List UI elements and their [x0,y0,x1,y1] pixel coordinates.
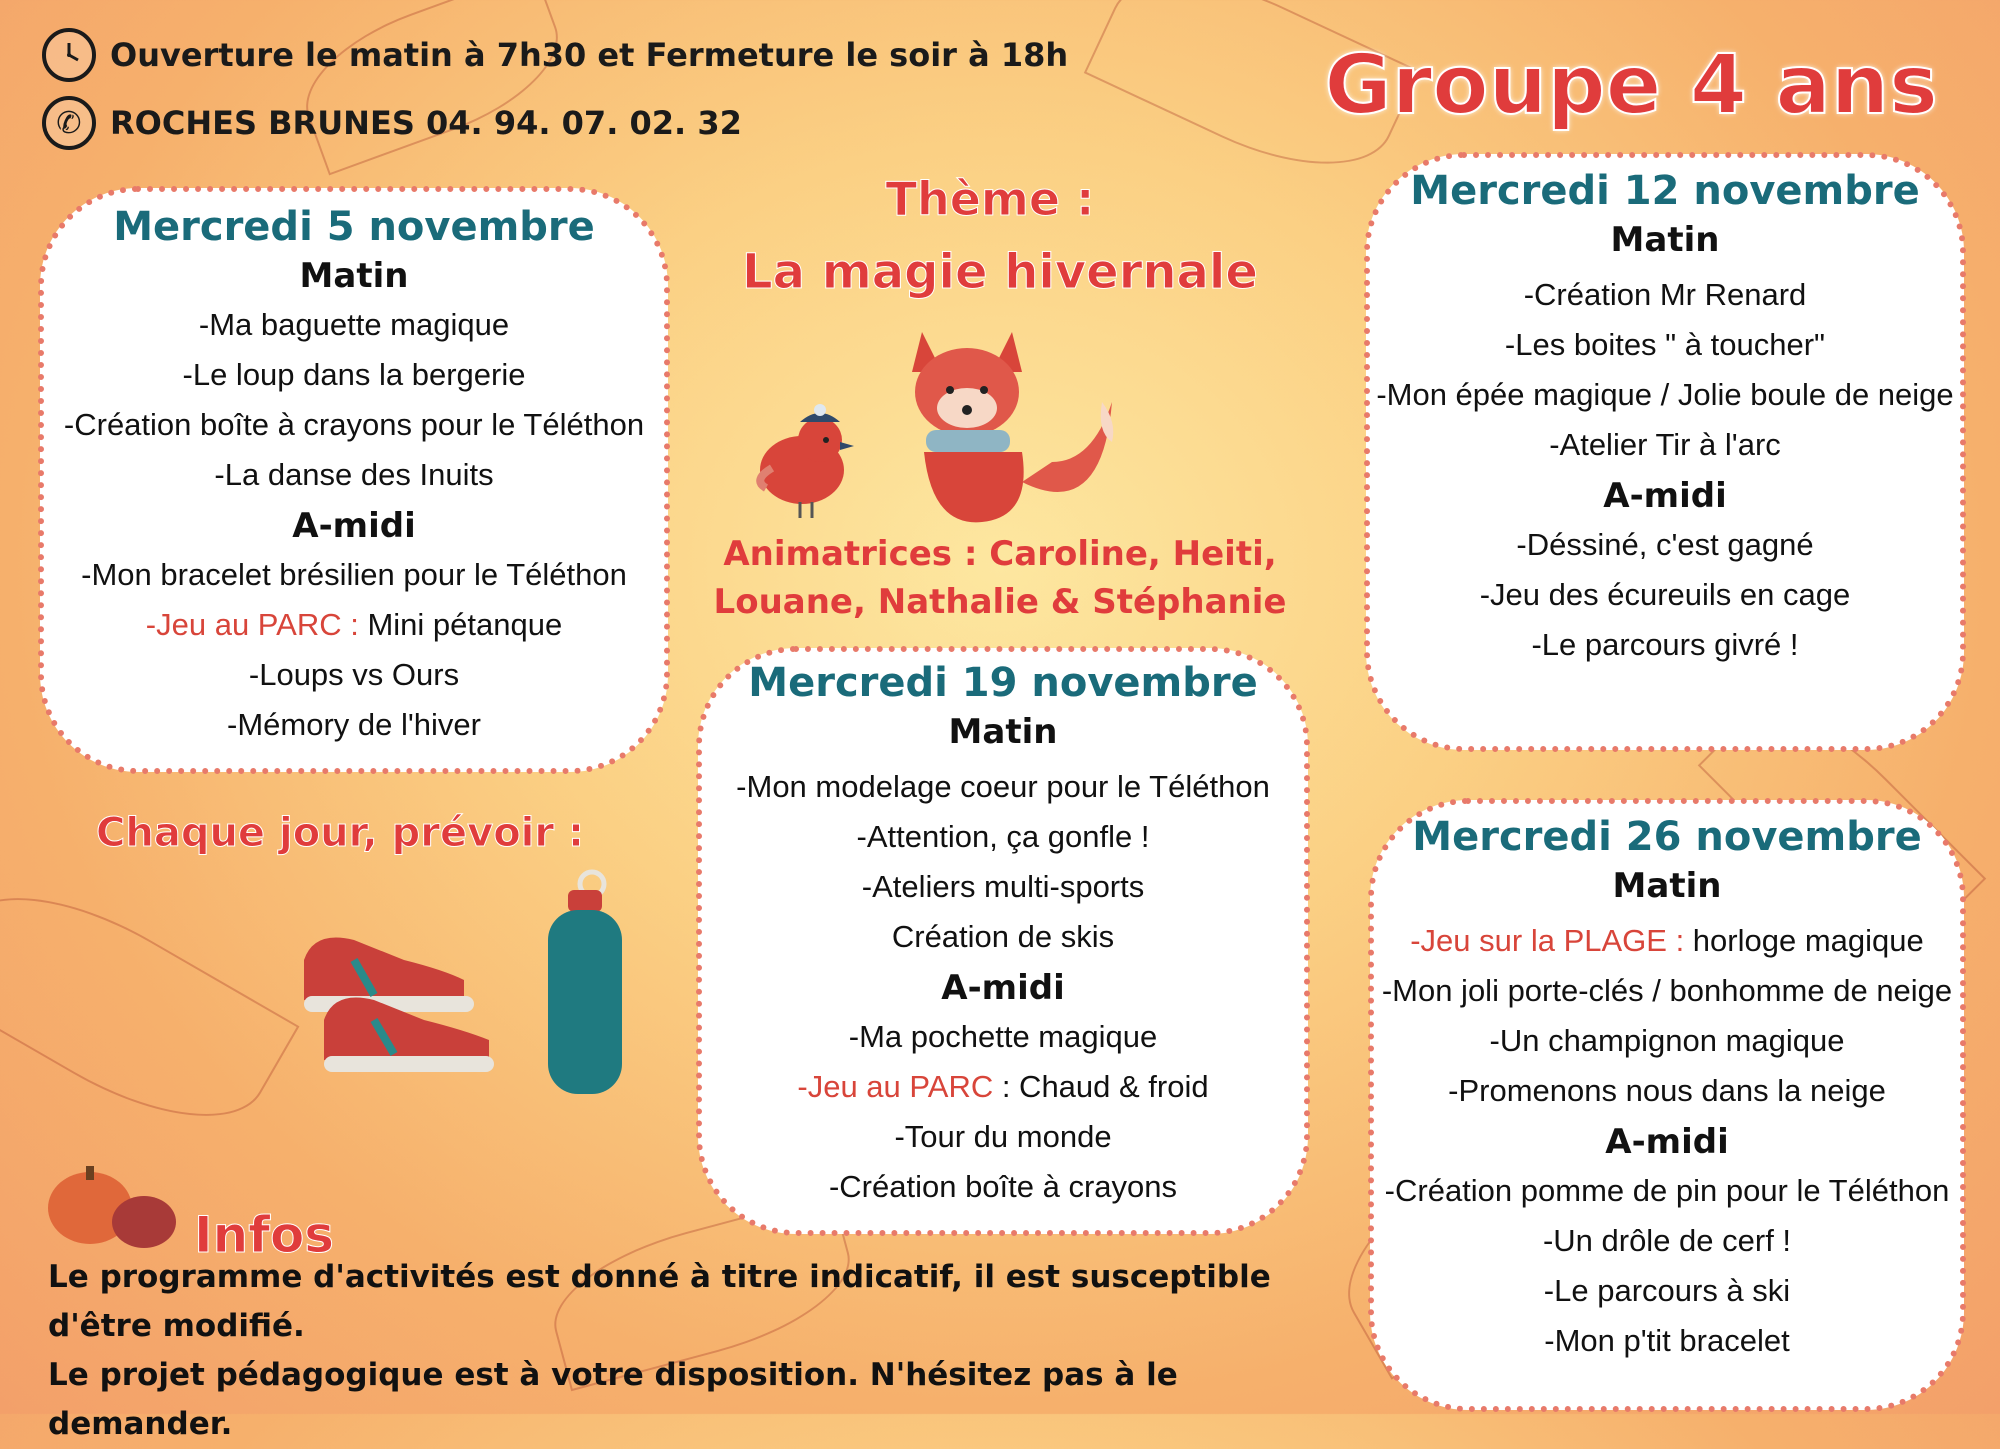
sneakers-illustration [294,920,504,1080]
phone-text: ROCHES BRUNES 04. 94. 07. 02. 32 [110,104,742,142]
activity: -Le loup dans la bergerie [182,357,526,392]
activity: -Mon épée magique / Jolie boule de neige [1376,377,1954,412]
clock-icon [42,28,96,82]
pumpkin-illustration [44,1160,184,1250]
group-title: Groupe 4 ans [1324,38,1938,133]
activity: -Tour du monde [894,1119,1112,1154]
activity: -Création Mr Renard [1523,277,1807,312]
activity: -Création pomme de pin pour le Téléthon [1384,1173,1950,1208]
activity: -La danse des Inuits [214,457,494,492]
amidi-heading: A-midi [1605,1122,1729,1162]
opening-hours-text: Ouverture le matin à 7h30 et Fermeture le soir à 18h [110,36,1069,74]
activity: -Déssiné, c'est gagné [1516,527,1814,562]
phone-line [42,96,742,150]
day-title: Mercredi 26 novembre [1412,814,1922,860]
activity [48,600,660,650]
infos-text [48,1253,1368,1449]
amidi-heading: A-midi [292,506,416,546]
matin-heading: Matin [1612,866,1722,906]
day-title: Mercredi 12 novembre [1410,168,1920,214]
water-bottle-illustration [540,868,630,1098]
activity: -Mon joli porte-clés / bonhomme de neige [1381,973,1953,1008]
day-card-nov-26 [1378,808,1956,1402]
activity: -Le parcours à ski [1543,1273,1791,1308]
theme-title: La magie hivernale [742,244,1258,300]
activity: -Jeu des écureuils en cage [1479,577,1851,612]
activity [1378,916,1956,966]
amidi-heading: A-midi [941,968,1065,1008]
activity: -Création boîte à crayons pour le Téléthon [63,407,645,442]
day-card-nov-12 [1374,162,1956,742]
infos-line-2: Le projet pédagogique est à votre disposition. N'hésitez pas à le demander. [48,1357,1178,1442]
activity: -Ma pochette magique [848,1019,1158,1054]
activity: -Loups vs Ours [248,657,460,692]
animatrices-line-1: Animatrices : Caroline, Heiti, [723,534,1277,574]
activity-name: : Chaud & froid [1001,1069,1209,1104]
activity: -Un champignon magique [1489,1023,1845,1058]
fox-illustration [902,312,1132,532]
bird-illustration [742,390,872,520]
day-title: Mercredi 5 novembre [113,204,595,250]
matin-heading: Matin [948,712,1058,752]
infos-line-1: Le programme d'activités est donné à titre indicatif, il est susceptible d'être modifié. [48,1259,1271,1344]
activity-name: horloge magique [1692,923,1924,958]
activity: -Mon p'tit bracelet [1544,1323,1790,1358]
activity: -Le parcours givré ! [1531,627,1799,662]
activity-location: -Jeu sur la PLAGE : [1410,923,1693,958]
matin-heading: Matin [299,256,409,296]
activity: -Création boîte à crayons [828,1169,1178,1204]
activity: -Mon modelage coeur pour le Téléthon [736,769,1270,804]
activity: -Promenons nous dans la neige [1448,1073,1886,1108]
activity: -Les boites " à toucher" [1504,327,1826,362]
day-card-nov-19 [706,656,1300,1226]
infos-heading: Infos [194,1206,335,1264]
activity: -Atelier Tir à l'arc [1549,427,1781,462]
amidi-heading: A-midi [1603,476,1727,516]
activity-name: Mini pétanque [367,607,563,642]
leaf-decoration [0,854,299,1159]
activity: -Attention, ça gonfle ! [856,819,1150,854]
opening-hours [42,28,1068,82]
theme-label: Thème : [885,172,1095,226]
activity: -Mon bracelet brésilien pour le Téléthon [81,557,627,592]
day-title: Mercredi 19 novembre [748,660,1258,706]
every-day-heading: Chaque jour, prévoir : [96,810,585,856]
activity-location: -Jeu au PARC : [145,607,368,642]
activity: -Mémory de l'hiver [227,707,481,742]
activity-location: -Jeu au PARC [797,1069,1002,1104]
matin-heading: Matin [1610,220,1720,260]
activity: Création de skis [891,919,1115,954]
animatrices-line-2: Louane, Nathalie & Stéphanie [713,582,1287,622]
day-card-nov-5 [48,196,660,764]
activity [706,1062,1300,1112]
phone-icon: ✆ [42,96,96,150]
activity: -Ma baguette magique [198,307,510,342]
activity: -Ateliers multi-sports [861,869,1145,904]
activity: -Un drôle de cerf ! [1542,1223,1792,1258]
